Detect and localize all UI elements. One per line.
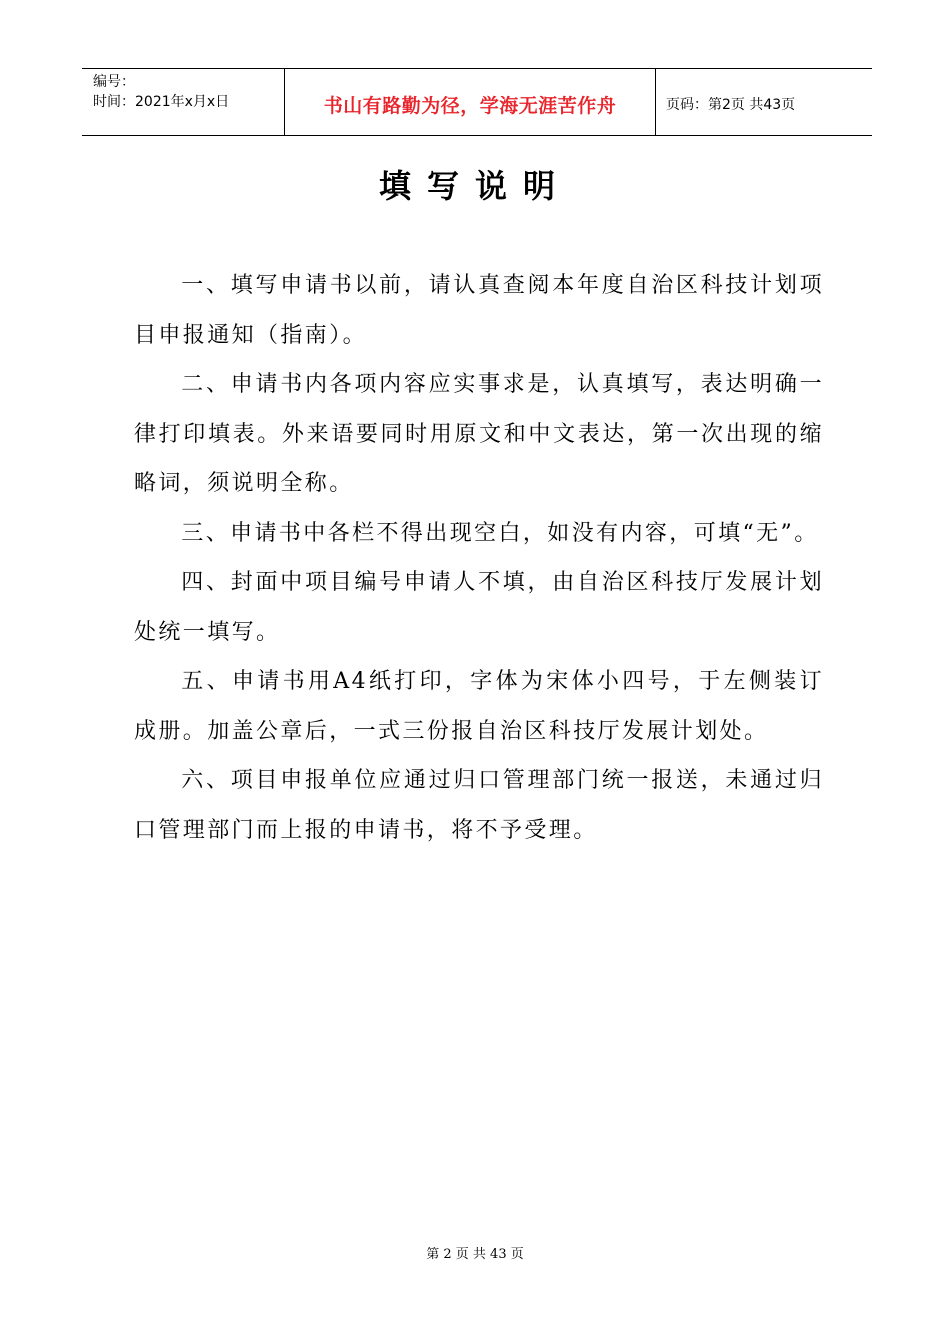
instruction-paragraph-6: 六、项目申报单位应通过归口管理部门统一报送，未通过归口管理部门而上报的申请书，将不予受理。 (134, 768, 824, 843)
instruction-paragraph-2: 二、申请书内各项内容应实事求是，认真填写，表达明确一律打印填表。外来语要同时用原文和中文表达，第一次出现的缩略词，须说明全称。 (134, 372, 824, 496)
header-motto: 书山有路勤为径，学海无涯苦作舟 (323, 94, 617, 117)
doc-number-label: 编号： (93, 74, 135, 90)
header-page-cell (656, 69, 872, 135)
header-motto-cell (285, 69, 656, 135)
page-footer: 第 2 页 共 43 页 (426, 1247, 524, 1262)
instruction-paragraph-4: 四、封面中项目编号申请人不填，由自治区科技厅发展计划处统一填写。 (134, 570, 824, 645)
page-header (82, 68, 872, 136)
instruction-paragraph-3: 三、申请书中各栏不得出现空白，如没有内容，可填“无”。 (181, 520, 819, 546)
page-title: 填写说明 (378, 167, 571, 205)
instructions-body (134, 261, 824, 855)
header-meta-cell (82, 69, 285, 135)
header-page-info: 页码：第2页 共43页 (666, 97, 796, 113)
doc-time-label: 时间：2021年x月x日 (93, 94, 230, 110)
instruction-paragraph-5: 五、申请书用A4纸打印，字体为宋体小四号，于左侧装订成册。加盖公章后，一式三份报自治区科技厅发展计划处。 (134, 669, 824, 744)
instruction-paragraph-1: 一、填写申请书以前，请认真查阅本年度自治区科技计划项目申报通知（指南）。 (134, 273, 824, 348)
